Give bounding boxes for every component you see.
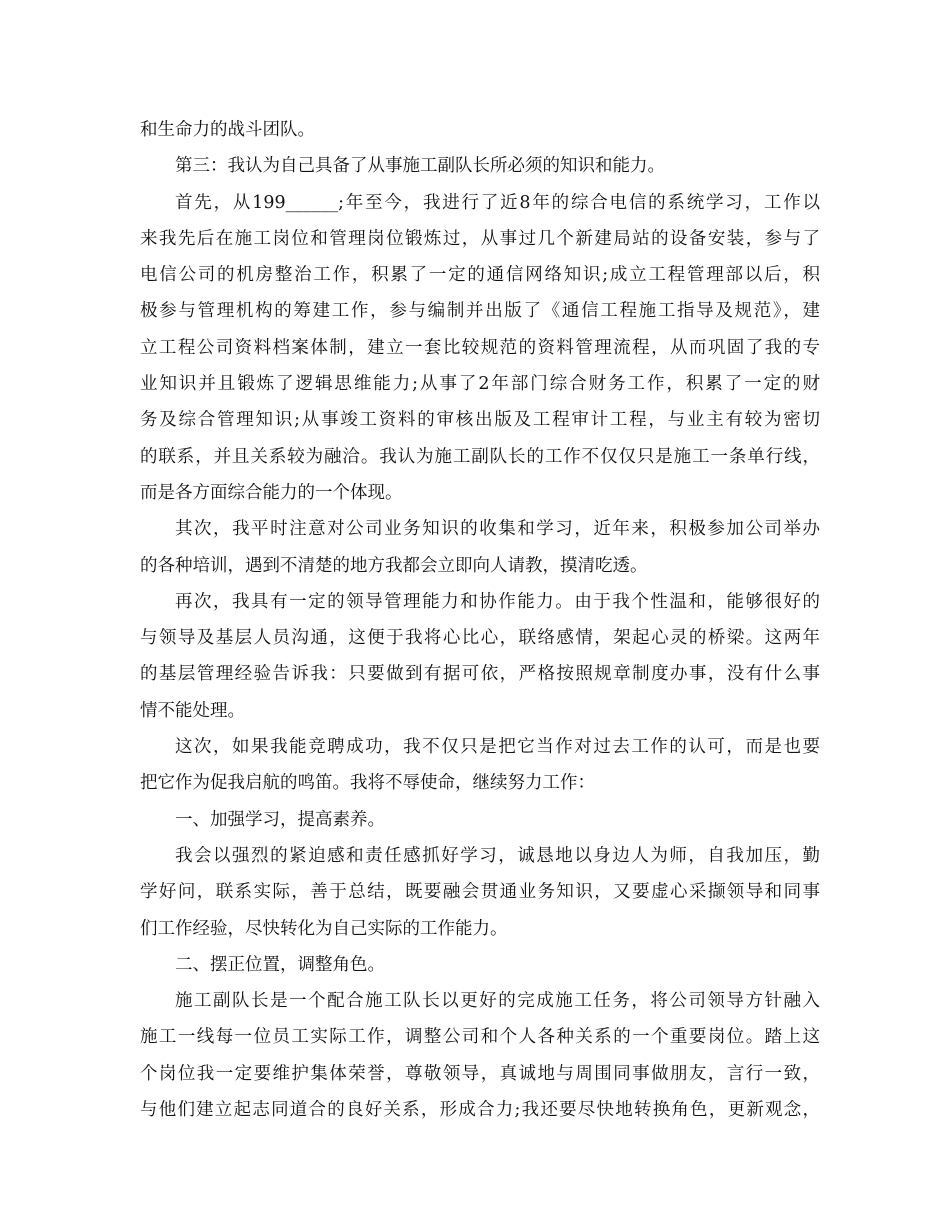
text-line: 施工一线每一位员工实际工作，调整公司和个人各种关系的一个重要岗位。踏上这 [140, 1027, 820, 1048]
text-line: 我会以强烈的紧迫感和责任感抓好学习，诚恳地以身边人为师，自我加压，勤 [175, 845, 820, 866]
section-heading: 二、摆正位置，调整角色。 [175, 954, 385, 975]
text-line: 首先，从199______;年至今，我进行了近8年的综合电信的系统学习，工作以 [175, 192, 820, 213]
section-heading: 一、加强学习，提高素养。 [175, 809, 385, 830]
text-line: 来我先后在施工岗位和管理岗位锻炼过，从事过几个新建局站的设备安装，参与了 [140, 228, 820, 249]
text-line: 务及综合管理知识;从事竣工资料的审核出版及工程审计工程，与业主有较为密切 [140, 410, 820, 431]
text-line: 情不能处理。 [140, 700, 245, 721]
text-line: 业知识并且锻炼了逻辑思维能力;从事了2年部门综合财务工作，积累了一定的财 [140, 374, 820, 395]
text-line: 个岗位我一定要维护集体荣誉，尊敬领导，真诚地与周围同事做朋友，言行一致， [140, 1063, 820, 1084]
text-line: 施工副队长是一个配合施工队长以更好的完成施工任务，将公司领导方针融入 [175, 991, 820, 1012]
text-line: 与他们建立起志同道合的良好关系，形成合力;我还要尽快地转换角色，更新观念， [140, 1100, 820, 1121]
text-line: 们工作经验，尽快转化为自己实际的工作能力。 [140, 918, 508, 939]
text-line: 的基层管理经验告诉我：只要做到有据可依，严格按照规章制度办事，没有什么事 [140, 664, 820, 685]
text-line: 这次，如果我能竞聘成功，我不仅只是把它当作对过去工作的认可，而是也要 [175, 737, 820, 758]
text-line: 极参与管理机构的筹建工作，参与编制并出版了《通信工程施工指导及规范》，建 [140, 301, 820, 322]
text-line: 和生命力的战斗团队。 [140, 120, 315, 140]
text-line: 其次，我平时注意对公司业务知识的收集和学习，近年来，积极参加公司举办 [175, 519, 820, 540]
text-line: 立工程公司资料档案体制，建立一套比较规范的资料管理流程，从而巩固了我的专 [140, 337, 820, 358]
text-line: 再次，我具有一定的领导管理能力和协作能力。由于我个性温和，能够很好的 [175, 591, 820, 612]
text-line: 的各种培训，遇到不清楚的地方我都会立即向人请教，摸清吃透。 [140, 555, 648, 576]
text-line: 而是各方面综合能力的一个体现。 [140, 482, 403, 503]
document-body [140, 112, 820, 1128]
text-line: 把它作为促我启航的鸣笛。我将不辱使命，继续努力工作： [140, 773, 595, 794]
text-line: 与领导及基层人员沟通，这便于我将心比心，联络感情，架起心灵的桥梁。这两年 [140, 628, 820, 649]
text-line: 第三：我认为自己具备了从事施工副队长所必须的知识和能力。 [175, 156, 665, 177]
text-line: 电信公司的机房整治工作，积累了一定的通信网络知识;成立工程管理部以后，积 [140, 265, 820, 286]
text-line: 学好问，联系实际，善于总结，既要融会贯通业务知识，又要虚心采撷领导和同事 [140, 882, 820, 903]
text-line: 的联系，并且关系较为融洽。我认为施工副队长的工作不仅仅只是施工一条单行线， [140, 446, 820, 467]
